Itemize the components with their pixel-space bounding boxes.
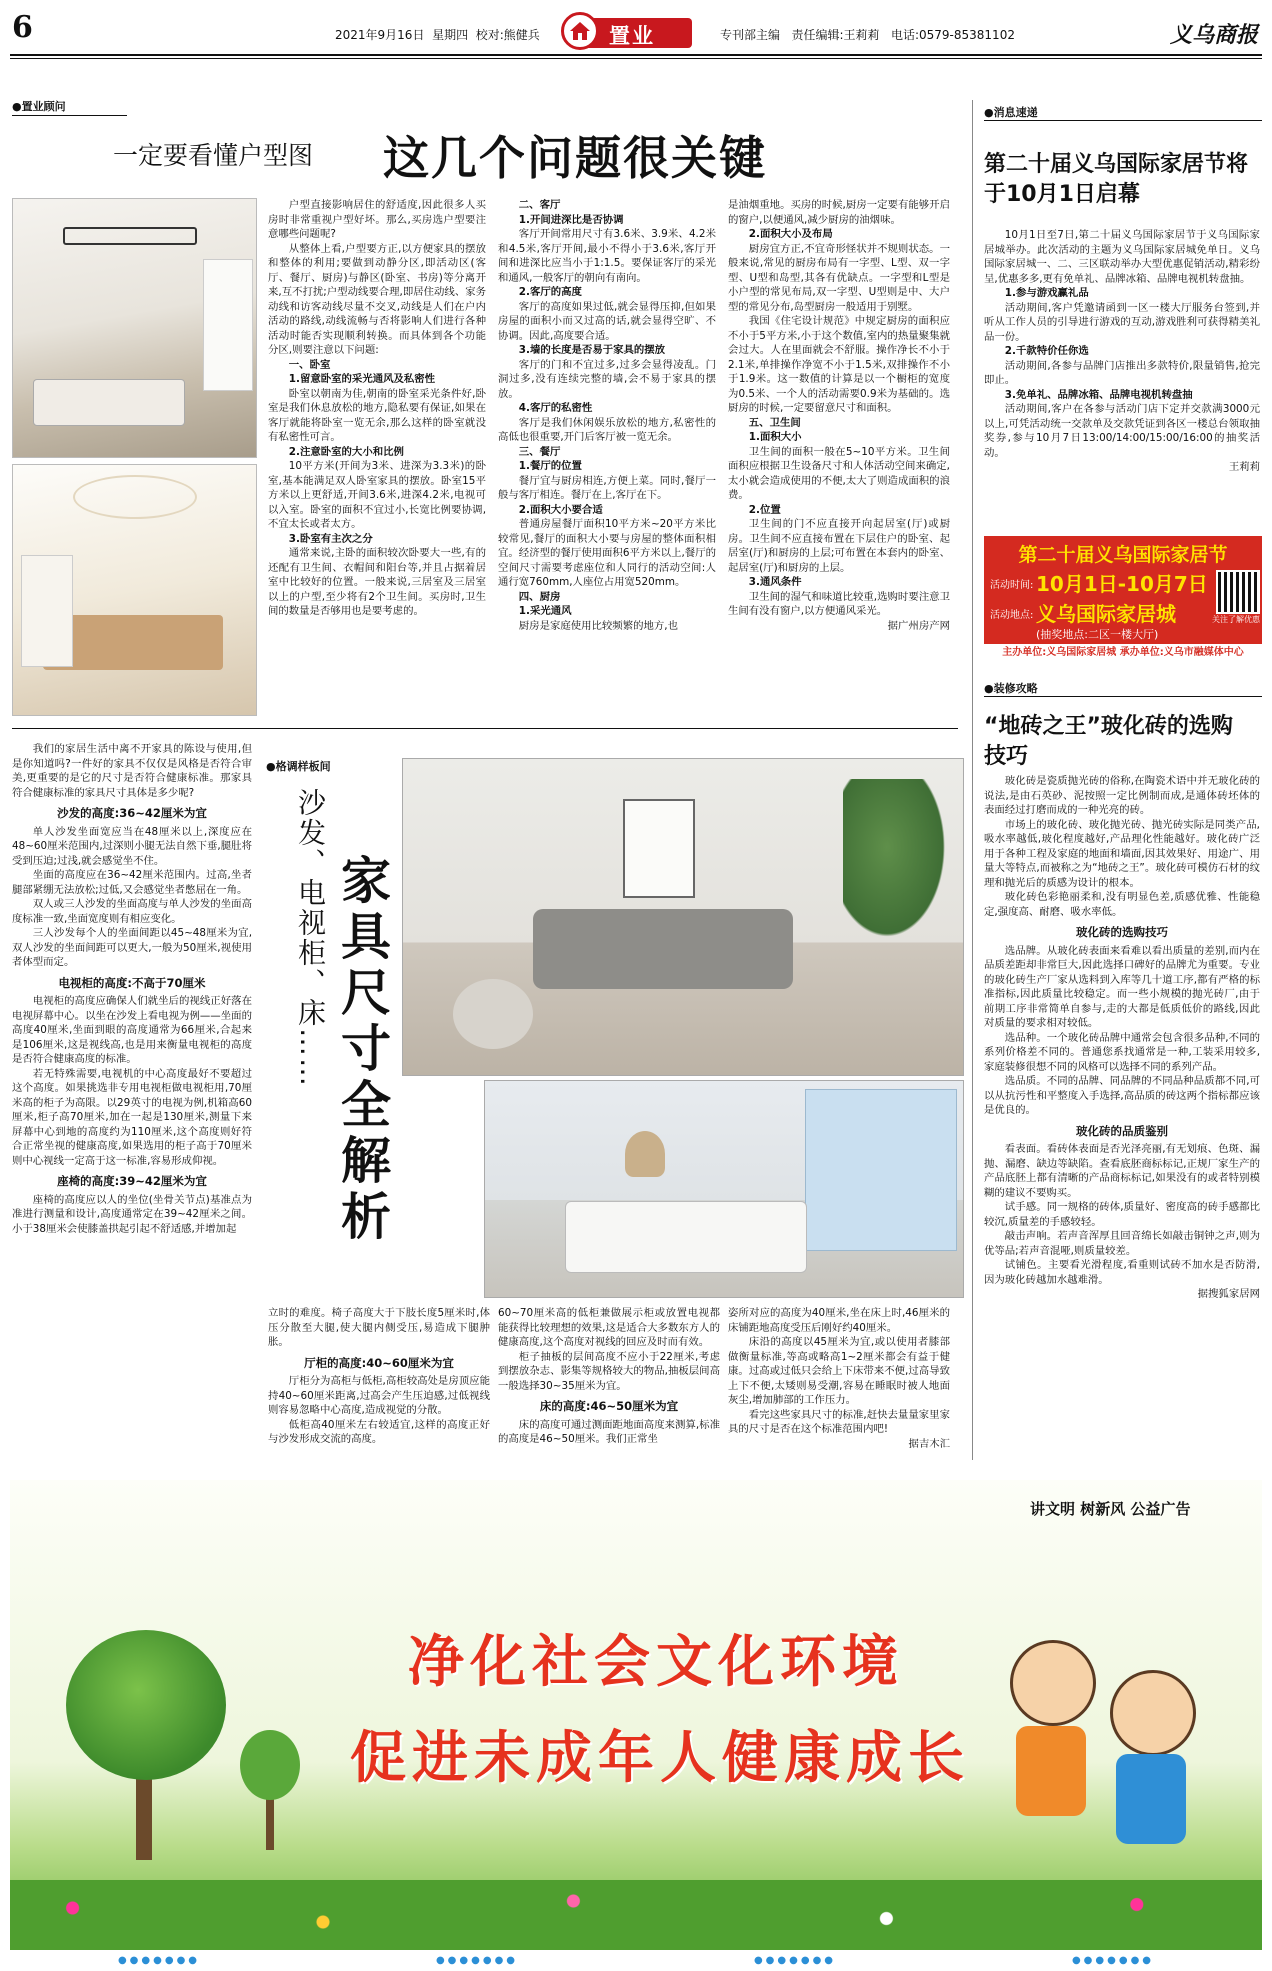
tv-room-photo [12,464,257,716]
subheading: 1.开间进深比是否协调 [518,213,624,226]
bed [565,1201,807,1273]
qr-caption: 关注了解优惠 [1212,615,1260,624]
psa-headline-line1: 净化社会文化环境 [408,1630,904,1695]
grey-sofa [533,909,793,989]
paragraph: 床的高度可通过测面距地面高度来测算,标准的高度是46~50厘米。我们正常坐 [498,1418,720,1445]
subheading: 1.面积大小 [748,431,802,443]
paragraph: 普通房屋餐厅面积10平方米~20平方米比较常见,餐厅的面积大小要与房屋的整体面积相宜。经济型的餐厅使用面积6平方米以上,餐厅的空间尺寸需要考虑座位和人同行的活动空间:人通行宽760mm,人座位占用宽520mm。 [498,518,716,588]
event-ad-title: 第二十届义乌国际家居节 [1018,544,1228,566]
source-credit: 据吉木汇 [908,1437,950,1450]
paragraph: 10月1日至7日,第二十届义乌国际家居节于义乌国际家居城举办。此次活动的主题为义乌国际家居城免单日。义乌国际家居城一、二、三区联动举办大型优惠促销活动,精彩纷呈,优惠多多,更有免单礼、品牌冰箱、品牌电视机转盘抽。 [984,229,1260,285]
furniture-feature-box [262,758,966,1300]
window [203,259,253,391]
subheading: 1.参与游戏赢礼品 [1004,287,1089,299]
main-article-col1 [268,198,486,619]
footer-decor-dots: ●●●●●●● ●●●●●●● ●●●●●●● ●●●●●●● [117,1955,1155,1966]
wall-picture [623,799,695,898]
paragraph: 10平方米(开间为3米、进深为3.3米)的卧室,基本能满足双人卧室家具的摆放。卧室15平方米以上更舒适,开间3.6米,进深4.2米,电视可以入室。卧室的面积不宜过小,长宽比例要协调,不宜太长或者太方。 [268,460,486,530]
event-ad-dates: 10月1日-10月7日 [1036,572,1208,596]
source-credit: 据广州房产网 [887,619,950,632]
paragraph: 玻化砖是瓷质抛光砖的俗称,在陶瓷术语中并无玻化砖的说法,是由石英砂、泥按照一定比例制而成,是通体砖坯体的表面经过打磨而成的一种光亮的砖。 [984,775,1260,816]
source-credit: 王莉莉 [1228,461,1260,473]
paragraph: 座椅的高度应以人的坐位(坐骨关节点)基准点为准进行测量和设计,高度通常定在39~42厘米之间。小于38厘米会使膝盖拱起引起不舒适感,并增加起 [12,1193,252,1235]
event-ad-venue-note: (抽奖地点:二区一楼大厅) [1036,628,1159,641]
subheading: 4.客厅的私密性 [518,402,593,414]
paragraph: 三人沙发每个人的坐面间距以45~48厘米为宜,双人沙发的坐面间距可以更大,一般为50厘米,视使用者体型而定。 [12,927,252,968]
page-number: 6 [12,10,33,45]
section-heading: 床的高度:46~50厘米为宜 [539,1399,679,1413]
subheading: 四、厨房 [518,590,561,603]
main-article-col3 [728,198,950,633]
paragraph: 厅柜分为高柜与低柜,高柜较高处是房顶应能持40~60厘米距离,过高会产生压迫感,过低视线则容易忽略中心高度,造成视觉的分散。 [268,1375,490,1416]
deer-decoration [625,1131,665,1177]
subheading: 3.通风条件 [748,576,802,588]
column-tag-decoration: ●装修攻略 [984,682,1038,695]
tiles-body [984,774,1260,1302]
subheading: 2.千款特价任你选 [1004,345,1089,357]
paragraph: 客厅的高度如果过低,就会显得压抑,但如果房屋的面积小而又过高的话,就会显得空旷、不协调。因此,高度要合适。 [498,300,716,342]
paragraph: 厨房是家庭使用比较频繁的地方,也 [518,619,678,632]
event-ad-sponsors: 主办单位:义乌国际家居城 承办单位:义乌市融媒体中心 [984,644,1262,662]
paragraph: 卫生间的面积一般在5~10平方米。卫生间面积应根据卫生设备尺寸和人体活动空间来确定,太小就会造成使用的不便,太大了则造成面积的浪费。 [728,445,950,501]
psa-banner [10,1480,1262,1950]
paragraph: 客厅开间常用尺寸有3.6米、3.9米、4.2米和4.5米,客厅开间,最小不得小于3.6米,客厅开间和进深比应当小于1:1.5。要保证客厅的采光和通风,一般客厅的朝向有南向。 [498,228,716,284]
section-heading: 玻化砖的品质鉴别 [1076,1123,1168,1138]
house-icon [561,12,599,50]
furniture-article-left-column [12,742,252,1236]
news-headline: 第二十届义乌国际家居节将于10月1日启幕 [984,152,1249,207]
paragraph: 若无特殊需要,电视机的中心高度最好不要超过这个高度。如果挑选非专用电视柜做电视柜用,70厘米高的柜子为高限。以29英寸的电视为例,机箱高60厘米,柜子高70厘米,加在一起是130厘米,测量下来屏幕中心到地的高度约为110厘米,这个高度则好符合正常坐视的健康高度,如果选用的柜子高于70厘米则中心视线一定高于这一标准,容易形成仰视。 [12,1067,252,1167]
subheading: 五、卫生间 [748,416,801,429]
paragraph: 立时的难度。椅子高度大于下肢长度5厘米时,体压分散至大腿,使大腿内侧受压,易造成下腿肿胀。 [268,1307,490,1348]
subheading: 1.采光通风 [518,605,572,617]
pouf [453,979,533,1049]
sofa-room-photo [402,758,964,1076]
paragraph: 客厅是我们休闲娱乐放松的地方,私密性的高低也很重要,开门后客厅被一览无余。 [498,416,716,443]
furniture-kicker: 沙发、电视柜、床…… [294,788,327,1088]
bedroom-window [805,1089,957,1251]
chandelier [63,227,197,245]
subheading: 2.位置 [748,503,781,516]
children-illustration [990,1640,1220,1890]
paragraph: 是油烟重地。买房的时候,厨房一定要有能够开启的窗户,以便通风,减少厨房的油烟味。 [728,199,950,226]
paragraph: 姿所对应的高度为40厘米,坐在床上时,46厘米的床铺距地高度受压后刚好约40厘米。 [728,1307,950,1334]
subheading: 一、卧室 [288,358,331,371]
right-column-divider [972,100,973,1460]
paragraph: 活动期间,客户凭邀请函到一区一楼大厅服务台签到,并听从工作人员的引导进行游戏的互动,游戏胜利可获得精美礼品一份。 [984,301,1260,343]
plant-leaves [843,779,953,949]
psa-headline-line2: 促进未成年人健康成长 [350,1726,970,1791]
subheading: 1.餐厅的位置 [518,460,582,472]
source-credit: 据搜狐家居网 [1197,1288,1260,1300]
column-tag-property: ●置业顾问 [12,100,66,113]
subheading: 2.客厅的高度 [518,286,582,298]
bedroom-photo [484,1080,964,1298]
paragraph: 从整体上看,户型要方正,以方便家具的摆放和整体的利用;要做到动静分区,即活动区(客厅、餐厅、厨房)与静区(卧室、书房)等分离开来,互不打扰;户型动线要合理,即居住动线、家务动线和访客动线尽量不交叉,动线是人们在户内活动的路线,动线流畅与否将影响人们进行各种活动时能否实现顺利转换。而具体到各个功能分区,则要注意以下问题: [268,242,486,356]
paragraph: 卫生间的湿气和味道比较重,选购时要注意卫生间有没有窗户,以方便通风采光。 [728,590,950,617]
paragraph: 客厅的门和不宜过多,过多会显得凌乱。门洞过多,没有连续完整的墙,会不易于家具的摆放。 [498,358,716,400]
page-header [0,0,1272,64]
subheading: 三、餐厅 [518,445,561,458]
paragraph: 低柜高40厘米左右较适宜,这样的高度正好与沙发形成交流的高度。 [268,1418,490,1445]
sofa [33,379,185,426]
main-article-col2 [498,198,716,633]
paragraph: 市场上的玻化砖、玻化抛光砖、抛光砖实际是同类产品,吸水率越低,玻化程度越好,产品理化性能越好。玻化砖广泛用于各种工程及家庭的地面和墙面,因其效果好、用途广、用量大等特点,而被称之为“地砖之王”。玻化砖可模仿石材的纹理和抛光后的质感为设计的根本。 [984,818,1260,889]
section-title: 置业 [609,24,655,48]
tiles-tag-rule [984,696,1262,697]
section-badge [567,18,692,48]
paragraph: 试手感。同一规格的砖体,质量好、密度高的砖手感都比较沉,质量差的手感较轻。 [984,1201,1260,1228]
paragraph: 选品牌。从玻化砖表面来看难以看出质量的差别,而内在品质差距却非常巨大,因此选择口碑好的品牌尤为重要。专业的玻化砖生产厂家从选料到入库等几十道工序,都有严格的标准指标,因此质量比较稳定。而一些小规模的抛光砖厂,由于前期工序非常简单自参与,走的大都是低质低价的路线,因此对质量的要求相对较低。 [984,944,1260,1029]
paragraph: 坐面的高度应在36~42厘米范围内。过高,坐者腿部紧绷无法放松;过低,又会感觉坐者憋屈在一角。 [12,869,252,896]
column-tag-news: ●消息速递 [984,106,1038,119]
news-body [984,228,1260,475]
tree-small [240,1730,300,1850]
paragraph: 选品种。一个玻化砖品牌中通常会包含很多品种,不同的系列价格差不同的。普通您系找通常是一种,工装采用较多,家庭装修很想不同的风格可以选择不同的系列产品。 [984,1031,1260,1073]
header-rule [10,54,1262,56]
event-ad-venue: 义乌国际家居城 [1036,602,1176,626]
header-date: 2021年9月16日 星期四 校对:熊健兵 [335,28,540,42]
event-ad-venue-label: 活动地点: [990,610,1034,621]
paragraph: 电视柜的高度应确保人们就坐后的视线正好落在电视屏幕中心。以坐在沙发上看电视为例——坐面的高度40厘米,坐面到眼的高度通常为66厘米,合起来是106厘米,这是视线高,也是用来衡量电视柜的高度是否符合健康高度的标准。 [12,995,252,1065]
furniture-article-col-a [268,1306,490,1447]
ceiling-light [73,475,197,519]
paragraph: 厨房宜方正,不宜奇形怪状并不规则状态。一般来说,常见的厨房布局有一字型、L型、双一字型、U型和岛型,其各有优缺点。一字型和L型是小户型的常见布局,双一字型、U型则是中、大户型的常见分布,岛型厨房一般适用于别墅。 [728,242,950,313]
paragraph: 我们的家居生活中离不开家具的陈设与使用,但是你知道吗?一件好的家具不仅仅是风格是否符合审美,更重要的是它的尺寸是否符合健康标准。那家具符合健康标准的家具尺寸具体是多少呢? [12,743,252,799]
subheading: 2.注意卧室的大小和比例 [288,445,404,458]
subheading: 2.面积大小要合适 [518,503,603,516]
header-rule-thin [10,58,1262,59]
paragraph: 60~70厘米高的低柜兼做展示柜或放置电视都能获得比较理想的效果,这是适合大多数东方人的健康高度,这个高度对视线的回应及时而有效。 [498,1307,720,1348]
event-ad-time-label: 活动时间: [990,580,1034,591]
article-divider [12,728,958,729]
qr-code [1216,570,1260,614]
window [21,555,73,667]
paragraph: 单人沙发坐面宽应当在48厘米以上,深度应在48~60厘米范围内,过深则小腿无法自然下垂,腿肚将受到压迫;过浅,就会感觉坐不住。 [12,825,252,867]
paragraph: 活动期间,客户在各参与活动门店下定并交款满3000元以上,可凭活动统一交款单及交款凭证到各区一楼总台领取抽奖券,参与10月7日13:00/14:00/15:00/16:00的抽奖活动。 [984,403,1260,459]
paragraph: 柜子抽板的层间高度不应小于22厘米,考虑到摆放杂志、影集等规格较大的物品,抽板层间高一般选择30~35厘米为宜。 [498,1350,720,1392]
news-tag-rule [984,120,1262,121]
paragraph: 看表面。看砖体表面是否光泽亮丽,有无划痕、色斑、漏抛、漏磨、缺边等缺陷。查看底胚商标标记,正规厂家生产的产品底胚上都有清晰的产品商标标记,如果没有的或者特别模糊的建议不要购买。 [984,1143,1260,1199]
article-kicker: 一定要看懂户型图 [113,141,314,170]
flower-meadow [10,1880,1262,1950]
paragraph: 餐厅宜与厨房相连,方便上菜。同时,餐厅一般与客厅相连。餐厅在上,客厅在下。 [498,474,716,501]
event-ad [984,536,1262,662]
paragraph: 活动期间,各参与品牌门店推出多款特价,限量销售,抢完即止。 [984,359,1260,386]
subheading: 3.免单礼、品牌冰箱、品牌电视机转盘抽 [1004,388,1193,401]
furniture-headline: 家具尺寸全解析 [333,854,391,1246]
section-heading: 座椅的高度:39~42厘米为宜 [57,1174,207,1188]
section-heading: 厅柜的高度:40~60厘米为宜 [304,1355,454,1370]
living-room-photo [12,198,257,458]
masthead-logo: 义乌商报 [1170,22,1259,48]
paragraph: 敲击声响。若声音浑厚且回音绵长如敲击铜钟之声,则为优等品;若声音混哑,则质量较差。 [984,1230,1260,1257]
section-heading: 沙发的高度:36~42厘米为宜 [57,806,207,820]
furniture-article-col-c [728,1306,950,1451]
paragraph: 玻化砖色彩艳丽柔和,没有明显色差,质感优雅、性能稳定,强度高、耐磨、吸水率低。 [984,891,1260,918]
paragraph: 户型直接影响居住的舒适度,因此很多人买房时非常重视户型好坏。那么,买房选户型要注意哪些问题呢? [268,199,486,240]
section-heading: 玻化砖的选购技巧 [1076,925,1168,939]
furniture-article-col-b [498,1306,720,1447]
section-heading: 电视柜的高度:不高于70厘米 [58,975,206,990]
paragraph: 卧室以朝南为佳,朝南的卧室采光条件好,卧室是我们休息放松的地方,隐私要有保证,如果在客厅就能将卧室一览无余,那么这样的卧室就没有私密性可言。 [268,387,486,443]
column-tag-rule [12,115,127,116]
paragraph: 双人或三人沙发的坐面高度与单人沙发的坐面高度标准一致,坐面宽度则有相应变化。 [12,898,252,925]
subheading: 3.墙的长度是否易于家具的摆放 [518,344,666,356]
psa-slogan: 讲文明 树新风 公益广告 [1030,1500,1191,1518]
subheading: 1.留意卧室的采光通风及私密性 [288,373,436,385]
header-editor-info: 专刊部主编 责任编辑:王莉莉 电话:0579-85381102 [720,28,1015,42]
article-headline: 这几个问题很关键 [383,131,767,185]
paragraph: 看完这些家具尺寸的标准,赶快去量量家里家具的尺寸是否在这个标准范围内吧! [728,1408,950,1435]
column-tag-style: ●格调样板间 [266,760,331,773]
subheading: 3.卧室有主次之分 [288,532,373,545]
paragraph: 床沿的高度以45厘米为宜,或以使用者膝部做衡量标准,等高或略高1~2厘米都会有益于健康。过高或过低只会给上下床带来不便,过高导致上下不便,太矮则易受潮,容易在睡眠时被人地面灰尘,增加肺部的工作压力。 [728,1336,950,1406]
tree-left [66,1630,226,1860]
paragraph: 试铺色。主要看光滑程度,看重则试砖不加水是否防滑,因为玻化砖越加水越难滑。 [984,1259,1260,1286]
subheading: 2.面积大小及布局 [748,228,833,240]
tiles-headline: “地砖之王”玻化砖的选购技巧 [984,714,1233,769]
subheading: 二、客厅 [518,199,561,211]
paragraph: 选品质。不同的品牌、同品牌的不同品种品质都不同,可以从抗污性和平整度入手选择,高品质的砖这两个指标都应该是优良的。 [984,1075,1260,1116]
paragraph: 卫生间的门不应直接开向起居室(厅)或厨房。卫生间不应直接布置在下层住户的卧室、起居室(厅)和厨房的上层;可布置在本套内的卧室、起居室(厅)和厨房的上层。 [728,518,950,574]
paragraph: 我国《住宅设计规范》中规定厨房的面积应不小于5平方米,小于这个数值,室内的热量聚集就会过大。人在里面就会不舒服。操作净长不小于2.1米,单排操作净宽不小于1.5米,双排操作不小于1.9米。这一数值的计算是以一个橱柜的宽度为0.5米、一个人的活动需要0.9米为基础的。选厨房的时候,一定要留意尺寸和面积。 [728,315,950,414]
paragraph: 通常来说,主卧的面积较次卧要大一些,有的还配有卫生间、衣帽间和阳台等,并且占据着居室中比较好的位置。一般来说,三居室及三居室以上的户型,至少将有2个卫生间。买房时,卫生间的数量是否够用也是要考虑的。 [268,547,486,617]
